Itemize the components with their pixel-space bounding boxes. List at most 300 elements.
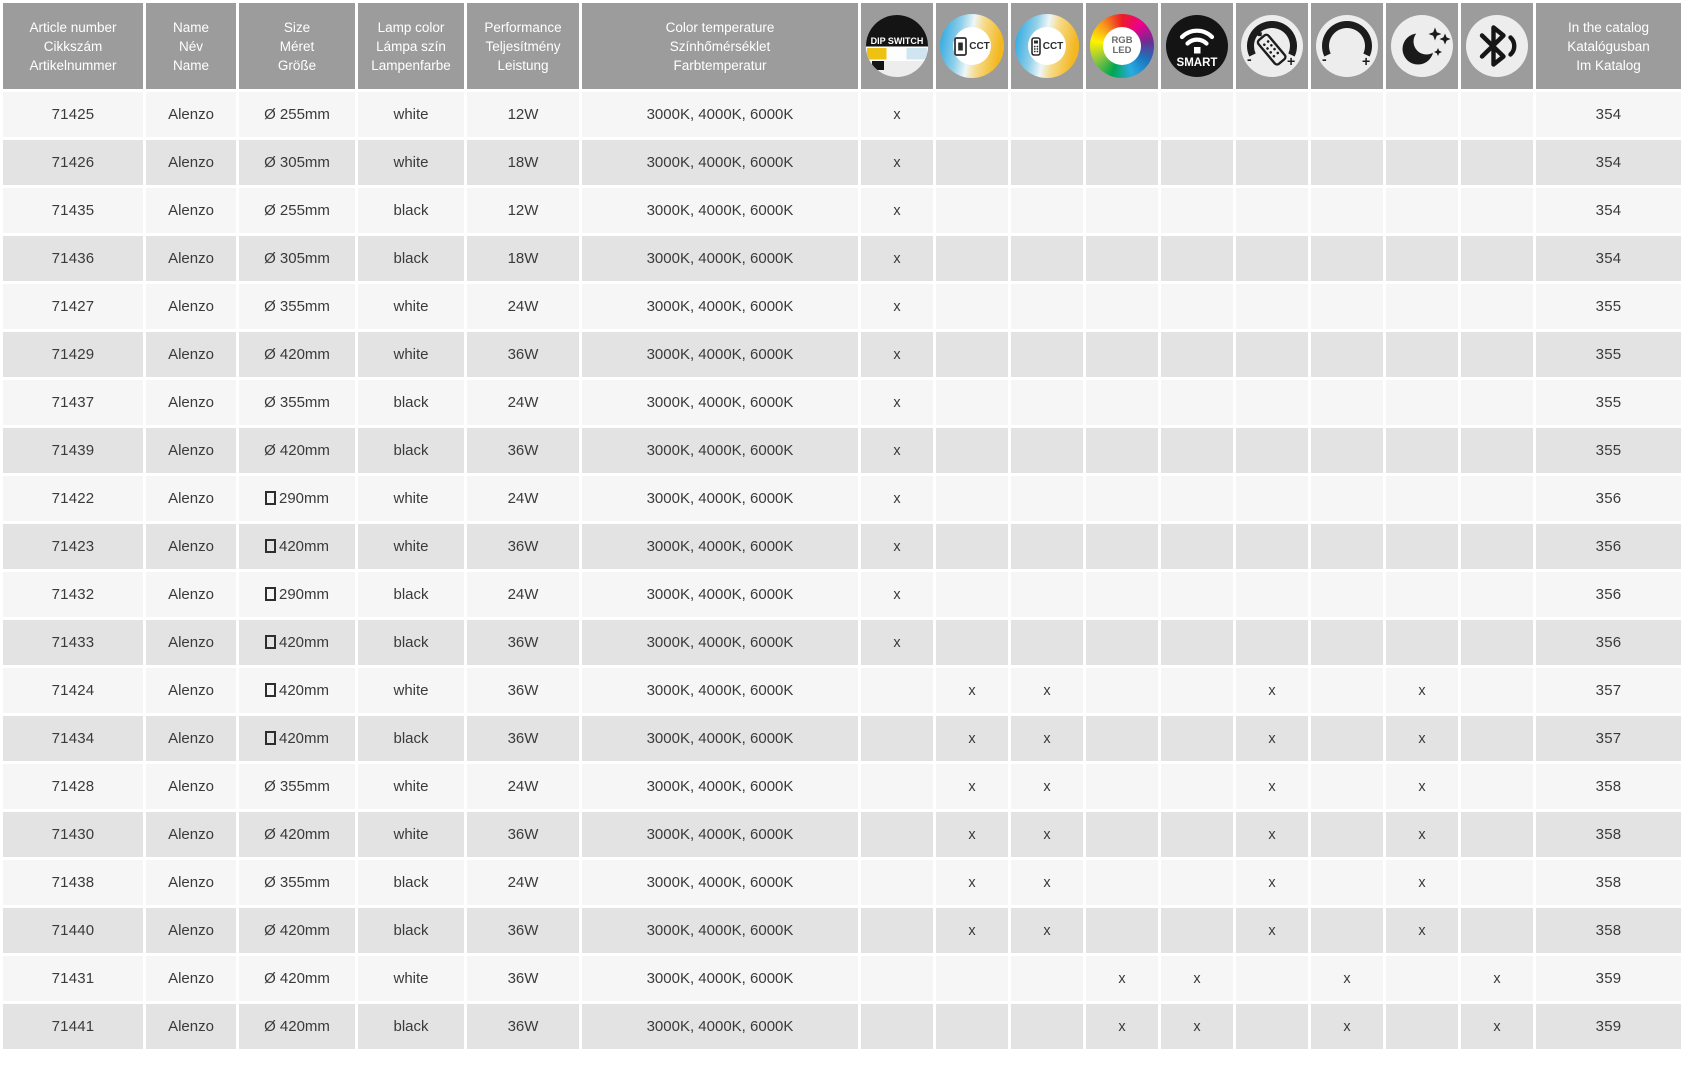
cell-night-mode xyxy=(1386,332,1458,377)
cell-article-number: 71441 xyxy=(3,1004,143,1049)
cell-dip-switch xyxy=(861,860,933,905)
cell-smart xyxy=(1161,716,1233,761)
table-row xyxy=(3,1004,1681,1049)
cell-performance: 24W xyxy=(467,476,579,521)
cell-name: Alenzo xyxy=(146,92,236,137)
col-header-dip-switch xyxy=(861,3,933,89)
cell-article-number: 71436 xyxy=(3,236,143,281)
cell-performance: 36W xyxy=(467,1004,579,1049)
cell-cct-switch xyxy=(936,956,1008,1001)
cell-night-mode xyxy=(1386,1004,1458,1049)
cell-performance: 24W xyxy=(467,860,579,905)
cell-cct-remote xyxy=(1011,332,1083,377)
cell-smart: x xyxy=(1161,1004,1233,1049)
cell-color-temperature: 3000K, 4000K, 6000K xyxy=(582,476,858,521)
cell-cct-switch xyxy=(936,428,1008,473)
cell-cct-remote xyxy=(1011,572,1083,617)
cell-name: Alenzo xyxy=(146,188,236,233)
table-row xyxy=(3,764,1681,809)
cell-rgb-led xyxy=(1086,332,1158,377)
night-mode-moon-icon xyxy=(1390,14,1454,78)
cell-remote-dimmer: x xyxy=(1236,668,1308,713)
cell-bluetooth xyxy=(1461,572,1533,617)
cell-dimmer xyxy=(1311,668,1383,713)
cell-size: Ø 420mm xyxy=(239,428,355,473)
cct-switch-icon xyxy=(940,14,1004,78)
cell-bluetooth xyxy=(1461,908,1533,953)
table-row xyxy=(3,716,1681,761)
cell-cct-switch: x xyxy=(936,860,1008,905)
col-header-remote-dimmer xyxy=(1236,3,1308,89)
header-line: Article number xyxy=(29,19,117,35)
cell-catalog-page: 359 xyxy=(1536,956,1681,1001)
cell-remote-dimmer: x xyxy=(1236,764,1308,809)
cell-size: Ø 355mm xyxy=(239,764,355,809)
cell-dimmer xyxy=(1311,764,1383,809)
cell-name: Alenzo xyxy=(146,908,236,953)
cell-color-temperature: 3000K, 4000K, 6000K xyxy=(582,332,858,377)
cell-size: 420mm xyxy=(239,620,355,665)
table-row xyxy=(3,524,1681,569)
cell-cct-remote xyxy=(1011,284,1083,329)
cell-catalog-page: 356 xyxy=(1536,620,1681,665)
cell-night-mode xyxy=(1386,476,1458,521)
cell-bluetooth xyxy=(1461,620,1533,665)
cell-cct-remote: x xyxy=(1011,668,1083,713)
table-row xyxy=(3,92,1681,137)
cell-cct-remote xyxy=(1011,1004,1083,1049)
cell-cct-remote: x xyxy=(1011,764,1083,809)
cell-dimmer xyxy=(1311,140,1383,185)
rgb-label-line2: LED xyxy=(1112,45,1132,56)
cell-article-number: 71427 xyxy=(3,284,143,329)
cell-cct-switch xyxy=(936,92,1008,137)
header-line: Im Katalog xyxy=(1576,57,1641,73)
cell-lamp-color: black xyxy=(358,860,464,905)
remote-dimmer-icon xyxy=(1240,14,1304,78)
cell-size: 420mm xyxy=(239,716,355,761)
cell-rgb-led xyxy=(1086,812,1158,857)
cell-bluetooth xyxy=(1461,188,1533,233)
cell-bluetooth xyxy=(1461,476,1533,521)
cell-smart xyxy=(1161,284,1233,329)
cell-catalog-page: 355 xyxy=(1536,332,1681,377)
col-header-catalog xyxy=(1536,3,1681,89)
cell-dimmer xyxy=(1311,620,1383,665)
dimmer-icon xyxy=(1315,14,1379,78)
cell-bluetooth xyxy=(1461,284,1533,329)
remote-control-icon xyxy=(1031,37,1041,56)
header-line: Katalógusban xyxy=(1567,38,1650,54)
cell-cct-remote: x xyxy=(1011,716,1083,761)
cell-remote-dimmer: x xyxy=(1236,908,1308,953)
cell-catalog-page: 356 xyxy=(1536,524,1681,569)
table-row xyxy=(3,572,1681,617)
cell-dip-switch xyxy=(861,908,933,953)
cell-cct-switch xyxy=(936,236,1008,281)
cell-performance: 36W xyxy=(467,332,579,377)
cell-name: Alenzo xyxy=(146,812,236,857)
col-header-bluetooth xyxy=(1461,3,1533,89)
cell-lamp-color: white xyxy=(358,524,464,569)
square-shape-symbol xyxy=(265,491,276,505)
cell-remote-dimmer xyxy=(1236,236,1308,281)
cell-performance: 12W xyxy=(467,92,579,137)
rgb-led-icon xyxy=(1090,14,1154,78)
cell-lamp-color: white xyxy=(358,812,464,857)
cell-cct-remote xyxy=(1011,92,1083,137)
cell-rgb-led xyxy=(1086,188,1158,233)
cell-dip-switch: x xyxy=(861,332,933,377)
cell-remote-dimmer xyxy=(1236,140,1308,185)
cell-remote-dimmer xyxy=(1236,620,1308,665)
cell-dip-switch: x xyxy=(861,572,933,617)
cell-smart xyxy=(1161,332,1233,377)
cell-cct-remote xyxy=(1011,956,1083,1001)
cell-cct-remote xyxy=(1011,428,1083,473)
cell-cct-remote xyxy=(1011,188,1083,233)
cell-color-temperature: 3000K, 4000K, 6000K xyxy=(582,1004,858,1049)
svg-text:-: - xyxy=(1247,51,1252,67)
cell-performance: 24W xyxy=(467,764,579,809)
cell-lamp-color: white xyxy=(358,764,464,809)
cell-article-number: 71434 xyxy=(3,716,143,761)
cell-size: 290mm xyxy=(239,476,355,521)
cell-color-temperature: 3000K, 4000K, 6000K xyxy=(582,860,858,905)
wall-switch-icon xyxy=(954,37,967,56)
cell-size: Ø 305mm xyxy=(239,140,355,185)
cell-dip-switch xyxy=(861,668,933,713)
cell-article-number: 71425 xyxy=(3,92,143,137)
cell-article-number: 71430 xyxy=(3,812,143,857)
cell-lamp-color: white xyxy=(358,668,464,713)
cell-color-temperature: 3000K, 4000K, 6000K xyxy=(582,380,858,425)
cell-lamp-color: white xyxy=(358,140,464,185)
cell-dip-switch xyxy=(861,716,933,761)
cell-performance: 18W xyxy=(467,140,579,185)
cell-color-temperature: 3000K, 4000K, 6000K xyxy=(582,668,858,713)
cell-dip-switch: x xyxy=(861,380,933,425)
cell-color-temperature: 3000K, 4000K, 6000K xyxy=(582,188,858,233)
col-header-color-temperature xyxy=(582,3,858,89)
svg-text:-: - xyxy=(1322,51,1327,67)
cell-night-mode: x xyxy=(1386,668,1458,713)
cell-night-mode xyxy=(1386,284,1458,329)
cell-article-number: 71424 xyxy=(3,668,143,713)
cell-article-number: 71440 xyxy=(3,908,143,953)
cell-cct-remote: x xyxy=(1011,860,1083,905)
col-header-night-mode xyxy=(1386,3,1458,89)
cell-dip-switch: x xyxy=(861,236,933,281)
cell-cct-switch xyxy=(936,380,1008,425)
cell-size: Ø 305mm xyxy=(239,236,355,281)
table-row xyxy=(3,236,1681,281)
cell-dimmer xyxy=(1311,428,1383,473)
cell-cct-switch xyxy=(936,1004,1008,1049)
cell-lamp-color: black xyxy=(358,908,464,953)
cell-size: Ø 420mm xyxy=(239,812,355,857)
cell-dimmer xyxy=(1311,92,1383,137)
cell-cct-switch xyxy=(936,332,1008,377)
cell-cct-remote xyxy=(1011,236,1083,281)
cell-bluetooth xyxy=(1461,524,1533,569)
cell-article-number: 71437 xyxy=(3,380,143,425)
header-line: Teljesítmény xyxy=(485,38,561,54)
cell-night-mode: x xyxy=(1386,860,1458,905)
header-line: In the catalog xyxy=(1567,19,1650,35)
cell-article-number: 71428 xyxy=(3,764,143,809)
cell-rgb-led xyxy=(1086,476,1158,521)
cell-article-number: 71432 xyxy=(3,572,143,617)
cell-cct-switch: x xyxy=(936,764,1008,809)
col-header-dimmer xyxy=(1311,3,1383,89)
cell-performance: 36W xyxy=(467,668,579,713)
cell-dip-switch: x xyxy=(861,188,933,233)
header-line: Farbtemperatur xyxy=(673,57,767,73)
col-header-cct-remote xyxy=(1011,3,1083,89)
cell-remote-dimmer: x xyxy=(1236,716,1308,761)
cell-article-number: 71435 xyxy=(3,188,143,233)
cell-performance: 18W xyxy=(467,236,579,281)
cell-lamp-color: black xyxy=(358,716,464,761)
table-row xyxy=(3,860,1681,905)
rgb-label-line1: RGB xyxy=(1111,34,1133,46)
cell-color-temperature: 3000K, 4000K, 6000K xyxy=(582,428,858,473)
cell-lamp-color: black xyxy=(358,428,464,473)
table-row xyxy=(3,140,1681,185)
cell-cct-remote xyxy=(1011,620,1083,665)
col-header-size xyxy=(239,3,355,89)
svg-text:+: + xyxy=(1362,53,1371,69)
cell-smart xyxy=(1161,524,1233,569)
cell-dip-switch xyxy=(861,956,933,1001)
cell-dip-switch xyxy=(861,764,933,809)
cell-remote-dimmer xyxy=(1236,188,1308,233)
cell-remote-dimmer: x xyxy=(1236,812,1308,857)
cell-catalog-page: 357 xyxy=(1536,668,1681,713)
square-shape-symbol xyxy=(265,731,276,745)
table-row xyxy=(3,380,1681,425)
cell-lamp-color: white xyxy=(358,956,464,1001)
cell-rgb-led xyxy=(1086,572,1158,617)
cell-cct-remote xyxy=(1011,380,1083,425)
cell-bluetooth xyxy=(1461,428,1533,473)
header-line: Név xyxy=(178,38,203,54)
svg-text:+: + xyxy=(1287,53,1296,69)
cell-bluetooth xyxy=(1461,812,1533,857)
cell-name: Alenzo xyxy=(146,140,236,185)
cell-color-temperature: 3000K, 4000K, 6000K xyxy=(582,764,858,809)
square-shape-symbol xyxy=(265,539,276,553)
dip-switch-icon xyxy=(865,14,929,78)
col-header-lamp-color xyxy=(358,3,464,89)
cell-night-mode xyxy=(1386,572,1458,617)
cell-smart xyxy=(1161,764,1233,809)
col-header-rgb-led xyxy=(1086,3,1158,89)
cell-dimmer xyxy=(1311,332,1383,377)
cell-cct-switch xyxy=(936,620,1008,665)
cell-performance: 36W xyxy=(467,524,579,569)
header-line: Name xyxy=(172,57,209,73)
cell-night-mode xyxy=(1386,380,1458,425)
col-header-name xyxy=(146,3,236,89)
cell-color-temperature: 3000K, 4000K, 6000K xyxy=(582,284,858,329)
cell-rgb-led xyxy=(1086,284,1158,329)
cell-article-number: 71433 xyxy=(3,620,143,665)
cell-dimmer: x xyxy=(1311,1004,1383,1049)
cell-night-mode xyxy=(1386,188,1458,233)
cell-lamp-color: white xyxy=(358,476,464,521)
cell-bluetooth xyxy=(1461,236,1533,281)
cell-performance: 24W xyxy=(467,284,579,329)
cell-smart xyxy=(1161,236,1233,281)
cell-bluetooth xyxy=(1461,716,1533,761)
header-line: Name xyxy=(172,19,209,35)
cell-article-number: 71422 xyxy=(3,476,143,521)
cell-name: Alenzo xyxy=(146,956,236,1001)
header-line: Lámpa szín xyxy=(376,38,446,54)
cell-dimmer: x xyxy=(1311,956,1383,1001)
cell-color-temperature: 3000K, 4000K, 6000K xyxy=(582,620,858,665)
cell-color-temperature: 3000K, 4000K, 6000K xyxy=(582,92,858,137)
cell-performance: 24W xyxy=(467,572,579,617)
cell-article-number: 71438 xyxy=(3,860,143,905)
cell-bluetooth: x xyxy=(1461,956,1533,1001)
cell-night-mode xyxy=(1386,620,1458,665)
cell-night-mode xyxy=(1386,92,1458,137)
cell-dimmer xyxy=(1311,380,1383,425)
cell-bluetooth xyxy=(1461,140,1533,185)
table-row xyxy=(3,956,1681,1001)
cell-catalog-page: 358 xyxy=(1536,812,1681,857)
cell-dimmer xyxy=(1311,236,1383,281)
cell-catalog-page: 354 xyxy=(1536,236,1681,281)
square-shape-symbol xyxy=(265,635,276,649)
table-row xyxy=(3,620,1681,665)
cell-remote-dimmer xyxy=(1236,92,1308,137)
cell-lamp-color: white xyxy=(358,92,464,137)
cell-color-temperature: 3000K, 4000K, 6000K xyxy=(582,572,858,617)
header-line: Színhőmérséklet xyxy=(669,38,771,54)
cell-dimmer xyxy=(1311,860,1383,905)
cell-remote-dimmer xyxy=(1236,1004,1308,1049)
cell-rgb-led xyxy=(1086,860,1158,905)
cell-catalog-page: 355 xyxy=(1536,284,1681,329)
cell-dimmer xyxy=(1311,716,1383,761)
header-line: Color temperature xyxy=(665,19,775,35)
cell-night-mode xyxy=(1386,956,1458,1001)
cell-rgb-led xyxy=(1086,716,1158,761)
table-row xyxy=(3,188,1681,233)
table-row xyxy=(3,812,1681,857)
cell-remote-dimmer xyxy=(1236,380,1308,425)
cell-lamp-color: white xyxy=(358,332,464,377)
header-line: Lampenfarbe xyxy=(371,57,451,73)
cell-smart: x xyxy=(1161,956,1233,1001)
cell-lamp-color: white xyxy=(358,284,464,329)
cell-size: Ø 420mm xyxy=(239,332,355,377)
cell-smart xyxy=(1161,92,1233,137)
cell-performance: 36W xyxy=(467,716,579,761)
cell-article-number: 71429 xyxy=(3,332,143,377)
cell-lamp-color: black xyxy=(358,620,464,665)
cell-dip-switch: x xyxy=(861,620,933,665)
cell-article-number: 71426 xyxy=(3,140,143,185)
cell-smart xyxy=(1161,188,1233,233)
table-row xyxy=(3,428,1681,473)
cell-remote-dimmer xyxy=(1236,572,1308,617)
cell-article-number: 71431 xyxy=(3,956,143,1001)
cell-color-temperature: 3000K, 4000K, 6000K xyxy=(582,236,858,281)
table-row xyxy=(3,476,1681,521)
cell-name: Alenzo xyxy=(146,860,236,905)
col-header-smart xyxy=(1161,3,1233,89)
cell-remote-dimmer xyxy=(1236,956,1308,1001)
cell-cct-remote xyxy=(1011,476,1083,521)
cell-night-mode: x xyxy=(1386,812,1458,857)
header-line: Lamp color xyxy=(377,19,445,35)
cell-remote-dimmer xyxy=(1236,476,1308,521)
cell-performance: 24W xyxy=(467,380,579,425)
cell-catalog-page: 359 xyxy=(1536,1004,1681,1049)
header-line: Größe xyxy=(277,57,317,73)
cell-cct-switch xyxy=(936,524,1008,569)
cell-dimmer xyxy=(1311,476,1383,521)
cell-catalog-page: 355 xyxy=(1536,380,1681,425)
cell-dip-switch: x xyxy=(861,476,933,521)
header-line: Performance xyxy=(484,19,562,35)
header-row xyxy=(3,3,1681,89)
table-row xyxy=(3,908,1681,953)
cell-rgb-led xyxy=(1086,668,1158,713)
cell-dimmer xyxy=(1311,572,1383,617)
cell-size: Ø 420mm xyxy=(239,908,355,953)
cell-rgb-led xyxy=(1086,92,1158,137)
cell-dip-switch: x xyxy=(861,524,933,569)
cell-cct-remote xyxy=(1011,524,1083,569)
header-line: Leistung xyxy=(497,57,549,73)
cell-rgb-led: x xyxy=(1086,956,1158,1001)
cell-dip-switch: x xyxy=(861,428,933,473)
cell-catalog-page: 358 xyxy=(1536,860,1681,905)
cell-lamp-color: black xyxy=(358,236,464,281)
smart-wifi-icon xyxy=(1165,14,1229,78)
cell-remote-dimmer: x xyxy=(1236,860,1308,905)
cell-rgb-led xyxy=(1086,620,1158,665)
cell-remote-dimmer xyxy=(1236,428,1308,473)
cell-size: 420mm xyxy=(239,524,355,569)
cell-name: Alenzo xyxy=(146,524,236,569)
cell-name: Alenzo xyxy=(146,764,236,809)
cell-catalog-page: 354 xyxy=(1536,92,1681,137)
cell-performance: 36W xyxy=(467,908,579,953)
cell-article-number: 71439 xyxy=(3,428,143,473)
cell-lamp-color: black xyxy=(358,572,464,617)
cell-remote-dimmer xyxy=(1236,284,1308,329)
cell-cct-remote: x xyxy=(1011,908,1083,953)
cell-catalog-page: 357 xyxy=(1536,716,1681,761)
cell-bluetooth xyxy=(1461,860,1533,905)
cell-dip-switch: x xyxy=(861,284,933,329)
cct-label: CCT xyxy=(1042,40,1064,52)
cell-cct-switch: x xyxy=(936,668,1008,713)
cell-smart xyxy=(1161,908,1233,953)
cell-dimmer xyxy=(1311,524,1383,569)
cell-smart xyxy=(1161,812,1233,857)
cell-name: Alenzo xyxy=(146,476,236,521)
cell-color-temperature: 3000K, 4000K, 6000K xyxy=(582,908,858,953)
cell-name: Alenzo xyxy=(146,620,236,665)
